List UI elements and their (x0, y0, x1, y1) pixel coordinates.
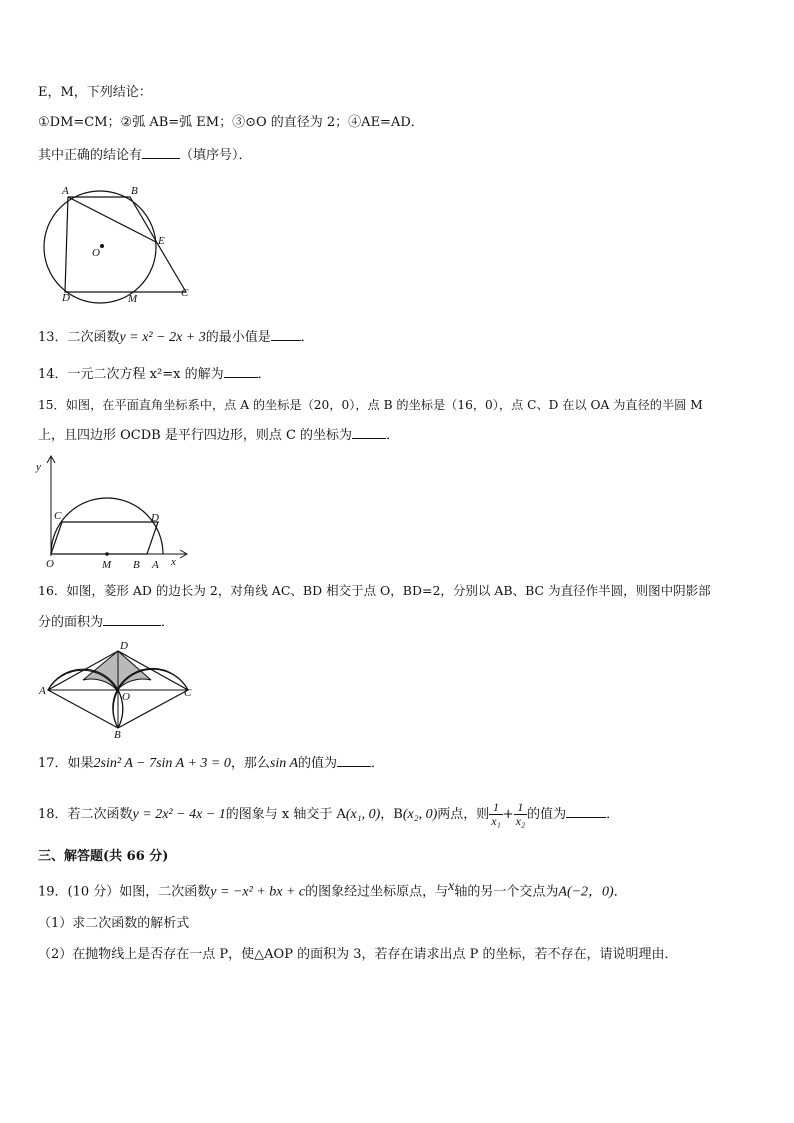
q15-line1: 15．如图，在平面直角坐标系中，点 A 的坐标是（20，0），点 B 的坐标是（16，0），点 C、D 在以 OA 为直径的半圆 M (38, 398, 703, 412)
q16-label-o: O (122, 691, 130, 703)
q14-end: ． (257, 367, 271, 382)
q15-label-b: B (133, 559, 140, 571)
q19-part2: （2）在抛物线上是否存在一点 P，使△AOP 的面积为 3，若存在请求出点 P 的坐标，若不存在，请说明理由． (38, 947, 678, 962)
q19-c: 轴的另一个交点为 (454, 884, 559, 900)
q15-label-o: O (46, 558, 54, 570)
q15-point-m (105, 552, 109, 556)
q15-end: ． (386, 428, 400, 443)
q15-label-x: x (171, 556, 176, 568)
answer-blank (566, 805, 606, 818)
q15-parallelogram (51, 522, 158, 554)
q18-fraction-1: $\frac{1}{\text{x₁}}$ (491, 800, 501, 828)
q16-figure (38, 638, 203, 743)
q15-semicircle (51, 498, 163, 554)
q19-x: x (448, 879, 455, 894)
q15-label-y: y (36, 461, 41, 473)
section-heading: 三、解答题(共 66 分) (38, 849, 169, 864)
q14-line (38, 365, 271, 384)
q13-end: ． (300, 330, 314, 345)
q16-line2 (38, 613, 174, 632)
q17-expr2: sin A (269, 756, 299, 771)
q15-label-m: M (102, 559, 112, 571)
q15-label-a: A (152, 559, 159, 571)
q17-a: 17．如果 (38, 756, 94, 771)
q19-end: ． (613, 884, 627, 900)
q16-end: ． (161, 615, 175, 630)
q18-point-b: (x₂, 0) (402, 807, 438, 822)
q18-a: 18．若二次函数 (38, 807, 133, 822)
q12-label-e: E (158, 235, 165, 247)
q15-label-d: D (151, 512, 159, 524)
answer-blank (337, 754, 371, 767)
answer-blank (142, 146, 180, 159)
q17-expr: 2sin² A − 7sin A + 3 = 0 (93, 756, 231, 771)
q19-expr: y = −x² + bx + c (210, 884, 306, 900)
q15-figure (34, 454, 194, 574)
q18-line (38, 798, 619, 832)
q19-a: 19．(10 分）如图，二次函数 (38, 884, 211, 900)
q16-label-c: C (184, 687, 192, 699)
q12-figure (38, 180, 198, 305)
q18-c: ，B (380, 807, 403, 822)
q16-label-d: D (120, 640, 128, 652)
q16-line1: 16．如图，菱形 AD 的边长为 2，对角线 AC、BD 相交于点 O，BD=2，分别以 AB、BC 为直径作半圆，则图中阴影部 (38, 583, 711, 598)
q14-text: 14．一元二次方程 x²=x 的解为 (38, 367, 224, 382)
q17-end: ． (371, 756, 385, 771)
q12-line1: E，M，下列结论： (38, 85, 152, 100)
q19-point: A(−2，0) (558, 884, 614, 900)
q15-line2-text: 上，且四边形 OCDB 是平行四边形，则点 C 的坐标为 (38, 428, 353, 443)
q15-label-c: C (54, 510, 62, 522)
q12-label-d: D (62, 292, 70, 304)
answer-blank (224, 365, 258, 378)
answer-blank (352, 426, 386, 439)
q18-plus: + (502, 807, 514, 822)
q18-e: 的值为 (527, 807, 567, 822)
q15-line2 (38, 426, 399, 445)
answer-blank (271, 328, 301, 341)
q12-label-a: A (62, 185, 69, 197)
q17-b: ，那么 (230, 756, 270, 771)
q19-part1: （1）求二次函数的解析式 (38, 916, 190, 931)
q18-fraction-2: $\frac{1}{\text{x₂}}$ (515, 800, 526, 828)
q13-num: 13．二次函数 (38, 330, 120, 345)
q19-line1 (38, 878, 627, 901)
q12-line3-a: 其中正确的结论有 (38, 148, 143, 163)
q12-trapezoid (65, 197, 186, 292)
q12-line3-b: （填序号）． (180, 148, 252, 163)
q18-b: 的图象与 x 轴交于 A (225, 807, 346, 822)
q12-center-point (100, 244, 104, 248)
q19-b: 的图象经过坐标原点，与 (305, 884, 449, 900)
q13-tail: 的最小值是 (205, 330, 271, 345)
q16-line2-text: 分的面积为 (38, 615, 104, 630)
q18-end: ． (606, 807, 620, 822)
q17-c: 的值为 (298, 756, 338, 771)
q13-line (38, 328, 314, 347)
q12-label-m: M (128, 293, 138, 305)
q18-point-a: (x₁, 0) (345, 807, 381, 822)
q12-label-o: O (92, 247, 100, 259)
q12-line3 (38, 146, 252, 165)
q18-d: 两点，则 (437, 807, 490, 822)
q17-line (38, 754, 384, 773)
q12-label-c: C (181, 287, 189, 299)
q16-label-a: A (39, 685, 46, 697)
q12-line2: ①DM=CM；②弧 AB=弧 EM；③⊙O 的直径为 2；④AE=AD． (38, 115, 424, 130)
q18-expr: y = 2x² − 4x − 1 (132, 807, 226, 822)
q13-expr: y = x² − 2x + 3 (119, 330, 206, 345)
answer-blank (103, 613, 161, 626)
q12-circle (44, 191, 156, 303)
q12-label-b: B (131, 185, 138, 197)
q16-label-b: B (114, 729, 121, 741)
